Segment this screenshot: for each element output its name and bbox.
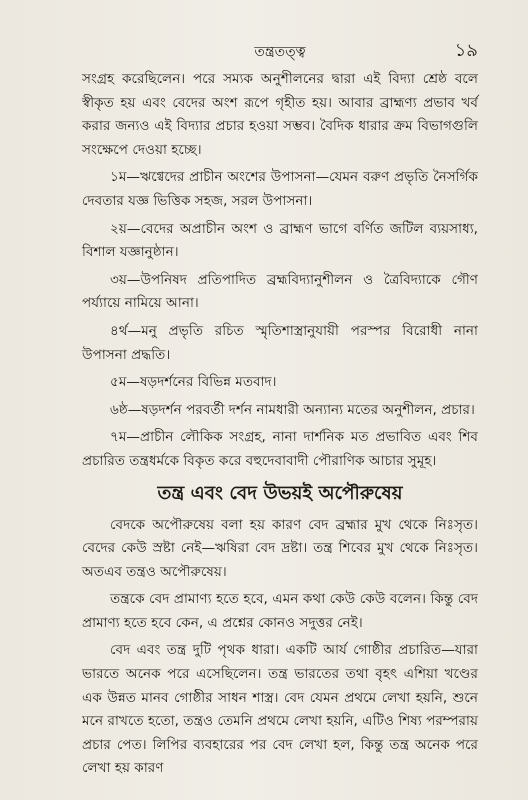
paragraph: তন্ত্রকে বেদ প্রামাণ্য হতে হবে, এমন কথা কেউ কেউ বলেন। কিন্তু বেদ প্রামাণ্য হতে হবে কেন, এ প্রশ্নের কোনও সদুত্তর নেই। xyxy=(82,591,478,631)
paragraph: সংগ্রহ করেছিলেন। পরে সম্যক অনুশীলনের দ্বারা এই বিদ্যা শ্রেষ্ঠ বলে স্বীকৃত হয় এবং বেদের অংশ রূপে গৃহীত হয়। আবার ব্রাহ্মণ্য প্রভাব খর্ব করার জন্যও এই বিদ্যার প্রচার হওয়া সম্ভব। বৈদিক ধারার ক্রম বিভাগগুলি সংক্ষেপে দেওয়া হচ্ছে। xyxy=(82,71,478,158)
page-body xyxy=(82,68,478,785)
list-item: ৩য়—উপনিষদ প্রতিপাদিত ব্রহ্মবিদ্যানুশীলন ও ত্রৈবিদ্যাকে গৌণ পর্য্যায়ে নামিয়ে আনা। xyxy=(82,271,478,312)
paragraph: বেদকে অপৌরুষেয় বলা হয় কারণ বেদ ব্রহ্মার মুখ থেকে নিঃসৃত। বেদের কেউ স্রষ্টা নেই—ঋষিরা বেদ দ্রষ্টা। তন্ত্র শিবের মুখ থেকে নিঃসৃত। অতএব তন্ত্রও অপৌরুষেয়। xyxy=(82,516,478,580)
page-number: ১৯ xyxy=(454,40,478,61)
list-item: ৪র্থ—মনু প্রভৃতি রচিত স্মৃতিশাস্ত্রানুযায়ী পরস্পর বিরোধী নানা উপাসনা প্রদ্ধতি। xyxy=(82,322,478,363)
running-head xyxy=(82,36,478,60)
paragraph: বেদ এবং তন্ত্র দুটি পৃথক ধারা। একটি আর্য গোষ্ঠীর প্রচারিত—যারা ভারতে অনেক পরে এসেছিলেন। তন্ত্র ভারতের তথা বৃহৎ এশিয়া খণ্ডের এক উন্নত মানব গোষ্ঠীর সাধন শাস্ত্র। বেদ যেমন প্রথমে লেখা হয়নি, শুনে মনে রাখতে হতো, তন্ত্রও তেমনি প্রথমে লেখা হয়নি, এটিও শিষ্য পরম্পরায় প্রচার পেত। লিপির ব্যবহারের পর বেদ লেখা হল, কিন্তু তন্ত্র অনেক পরে লেখা হয় কারণ xyxy=(82,642,478,777)
list-item: ৭ম—প্রাচীন লৌকিক সংগ্রহ, নানা দার্শনিক মত প্রভাবিত এবং শিব প্রচারিত তন্ত্রধর্মকে বিকৃত করে বহুদেবাবাদী পৌরাণিক আচার সুমূহ। xyxy=(82,429,478,469)
running-title: তন্ত্রতত্ত্ব xyxy=(254,44,306,60)
list-item: ১ম—ঋগ্বেদের প্রাচীন অংশের উপাসনা—যেমন বরুণ প্রভৃতি নৈসর্গিক দেবতার যজ্ঞ ভিত্তিক সহজ, সরল উপাসনা। xyxy=(82,169,478,209)
list-item: ২য়—বেদের অপ্রাচীন অংশ ও ব্রাহ্মণ ভাগে বর্ণিত জটিল ব্যয়সাধ্য, বিশাল যজ্ঞানুষ্ঠান। xyxy=(82,220,478,261)
section-heading: তন্ত্র এবং বেদ উভয়ই অপৌরুষেয় xyxy=(157,482,403,504)
list-item: ৬ষ্ঠ—ষড়দর্শন পরবর্তী দর্শন নামধারী অন্যান্য মতের অনুশীলন, প্রচার। xyxy=(110,401,475,418)
list-item: ৫ম—ষড়দর্শনের বিভিন্ন মতবাদ। xyxy=(110,374,277,391)
